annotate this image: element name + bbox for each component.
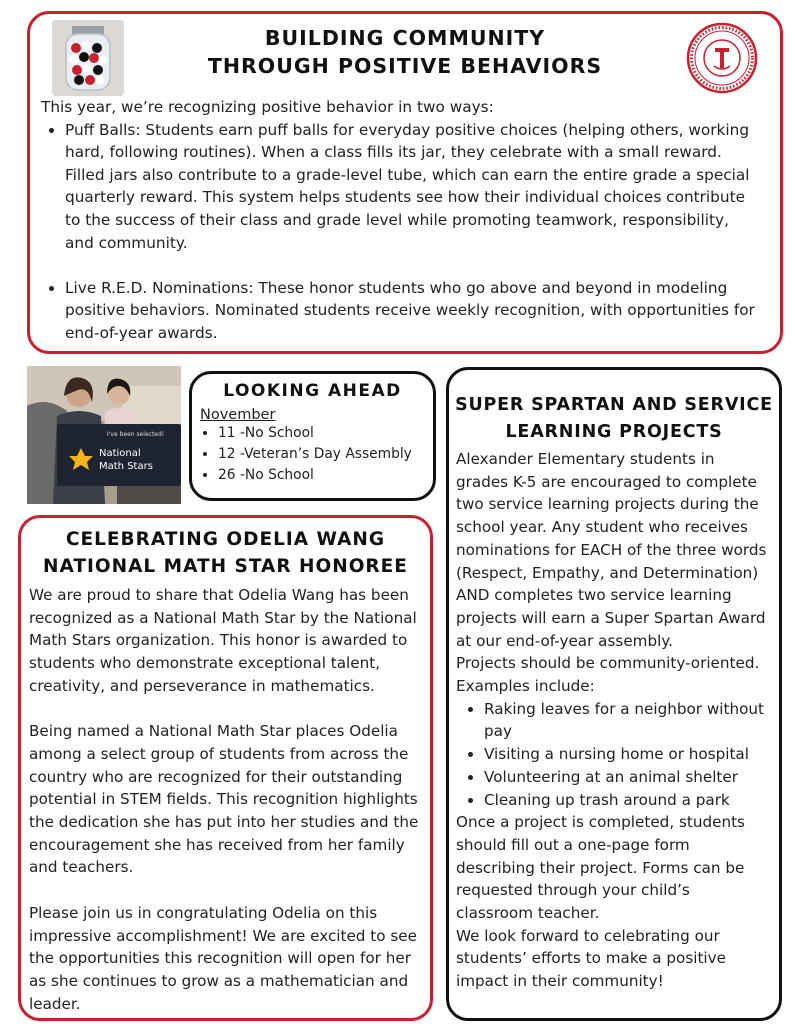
paragraph: We are proud to share that Odelia Wang has been recognized as a National Math Star by the National Math Stars organization. This honor is awarded to students who demonstrate exceptional talent, creativity, and perseverance in mathematics. [29, 586, 417, 695]
title-line: SUPER SPARTAN AND SERVICE [455, 395, 773, 415]
paragraph: Projects should be community-oriented. Examples include: [456, 654, 760, 696]
list-item: • Visiting a nursing home or hospital [484, 743, 771, 766]
title-line: CELEBRATING ODELIA WANG [65, 529, 386, 550]
paragraph: Alexander Elementary students in grades K-5 are encouraged to complete two service learning projects during the school year. Any student who receives nominations for EACH of the three words (Respect, Empathy, and Determination) AND completes two service learning projects will earn a Super Spartan Award at our end-of-year assembly. [456, 450, 767, 650]
event-item: • 12 -Veteran’s Day Assembly [218, 444, 433, 465]
event-item: • 26 -No School [218, 465, 433, 486]
paragraph: We look forward to celebrating our students’ efforts to make a positive impact in their community! [456, 926, 726, 991]
looking-ahead-title: LOOKING AHEAD [223, 381, 402, 401]
banner-text-line: National [99, 448, 141, 459]
odelia-title [21, 526, 430, 580]
looking-ahead-section [189, 371, 436, 501]
examples-list [456, 698, 771, 812]
super-spartan-section [446, 367, 782, 1021]
event-item: • 11 -No School [218, 423, 433, 444]
paragraph: Once a project is completed, students should fill out a one-page form describing their project. Forms can be requested through your child’s classroom teacher. [456, 813, 745, 923]
spartan-title [449, 392, 779, 446]
events-list [202, 423, 433, 486]
list-item: • Raking leaves for a neighbor without pay [484, 698, 771, 743]
paragraph: Please join us in congratulating Odelia on this impressive accomplishment! We are excited to see the opportunities this recognition will open for her as she continues to grow as a mathematician and leader. [29, 903, 417, 1013]
community-section [27, 11, 783, 354]
community-list [41, 119, 760, 345]
title-line: THROUGH POSITIVE BEHAVIORS [207, 54, 603, 78]
banner-selected-text: I've been selected! [107, 431, 165, 438]
title-line: LEARNING PROJECTS [505, 422, 723, 442]
spartan-content [456, 448, 771, 993]
month-heading: November [200, 407, 276, 423]
paragraph: Being named a National Math Star places Odelia among a select group of students from across the country who are recognized for their outstanding potential in STEM fields. This recognition highlights the dedication she has put into her studies and the encouragement she has received from her family and teachers. [29, 722, 419, 877]
banner-text-line: Math Stars [99, 461, 153, 472]
community-title [30, 24, 780, 80]
school-seal-icon [686, 22, 758, 94]
list-item: • Puff Balls: Students earn puff balls for everyday positive choices (helping others, working hard, following routines). When a class fills its jar, they celebrate with a small reward. Filled jars also contribute to a grade-level tube, which can earn the entire grade a special quarterly reward. This system helps students see how their individual choices contribute to the success of their class and grade level while promoting teamwork, responsibility, and community. [65, 119, 760, 255]
math-stars-photo [27, 366, 181, 504]
title-line: BUILDING COMMUNITY [264, 26, 546, 50]
community-content [41, 96, 760, 345]
community-intro: This year, we’re recognizing positive behavior in two ways: [41, 98, 494, 116]
list-item: • Live R.E.D. Nominations: These honor students who go above and beyond in modeling positive behaviors. Nominated students receive weekly recognition, with opportunities for end-of-year awards. [65, 277, 760, 345]
odelia-section [18, 515, 433, 1021]
title-line: NATIONAL MATH STAR HONOREE [43, 556, 408, 577]
odelia-content [29, 584, 422, 1015]
list-item: • Cleaning up trash around a park [484, 789, 771, 812]
list-item: • Volunteering at an animal shelter [484, 766, 771, 789]
